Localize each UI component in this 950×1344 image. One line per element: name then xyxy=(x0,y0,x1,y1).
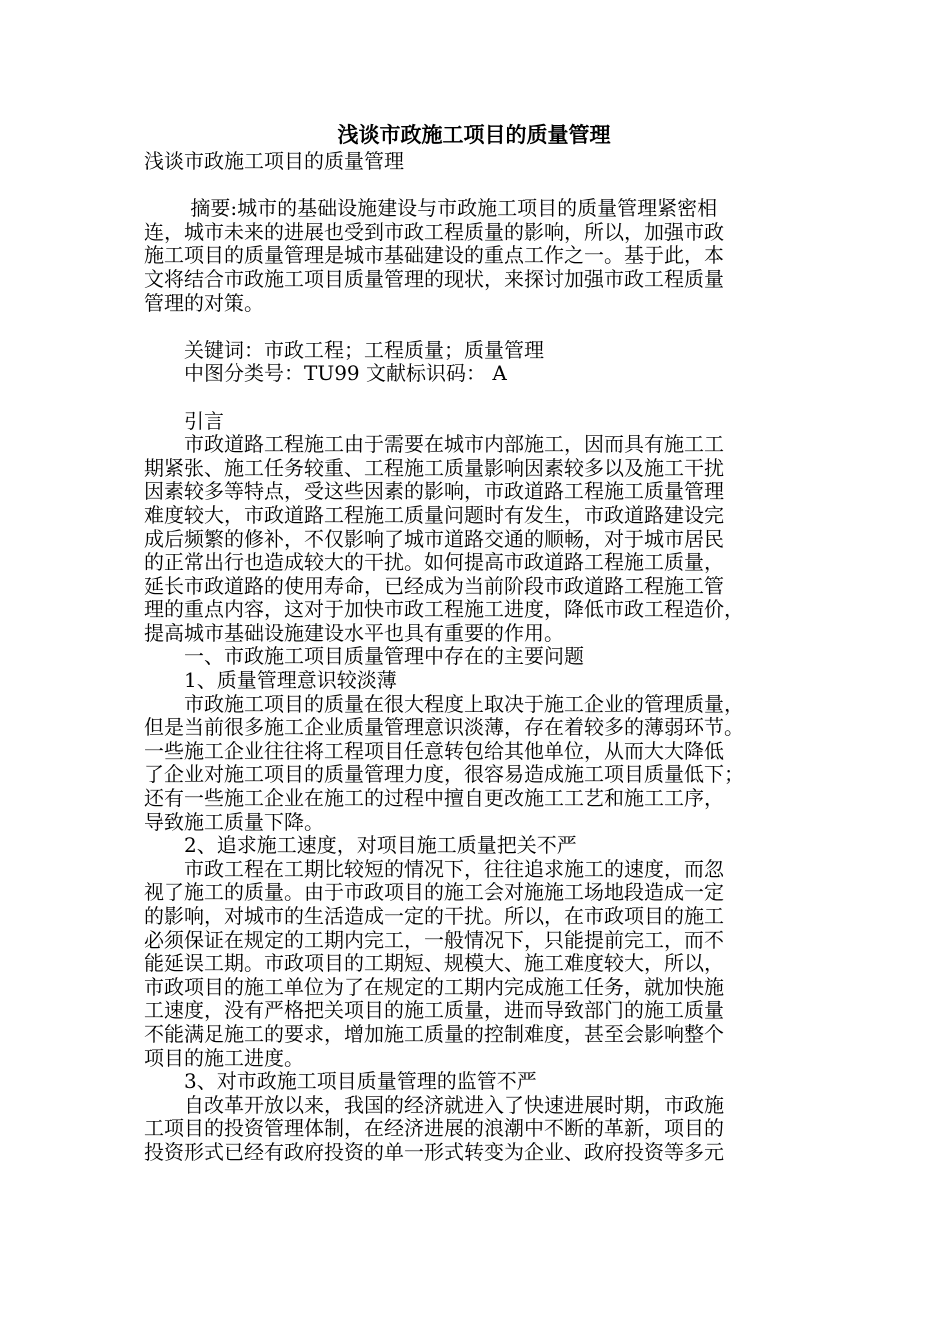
blank-line xyxy=(144,174,804,198)
text-line: 项目的施工进度。 xyxy=(144,1045,304,1070)
text-line: 连，城市未来的进展也受到市政工程质量的影响，所以，加强市政 xyxy=(144,219,724,244)
text-line: 1、质量管理意识较淡薄 xyxy=(144,668,397,693)
text-line: 2、追求施工速度，对项目施工质量把关不严 xyxy=(144,833,577,858)
blank-line xyxy=(144,315,804,339)
document-page xyxy=(144,120,804,1165)
text-line: 自改革开放以来，我国的经济就进入了快速进展时期，市政施 xyxy=(144,1092,724,1117)
text-line: 管理的对策。 xyxy=(144,290,264,315)
document-title: 浅谈市政施工项目的质量管理 xyxy=(337,122,611,147)
text-line: 工项目的投资管理体制，在经济进展的浪潮中不断的革新，项目的 xyxy=(144,1116,724,1141)
text-line: 3、对市政施工项目质量管理的监管不严 xyxy=(144,1069,537,1094)
text-line: 不能满足施工的要求，增加施工质量的控制难度，甚至会影响整个 xyxy=(144,1021,724,1046)
text-line: 一些施工企业往往将工程项目任意转包给其他单位，从而大大降低 xyxy=(144,738,724,763)
text-line: 的影响，对城市的生活造成一定的干扰。所以，在市政项目的施工 xyxy=(144,904,724,928)
text-line: 提高城市基础设施建设水平也具有重要的作用。 xyxy=(144,620,564,645)
text-line: 市政工程在工期比较短的情况下，往往追求施工的速度，而忽 xyxy=(144,856,724,881)
text-line: 必须保证在规定的工期内完工，一般情况下，只能提前完工，而不 xyxy=(144,927,724,952)
text-line: 难度较大，市政道路工程施工质量问题时有发生，市政道路建设完 xyxy=(144,502,724,527)
text-line: 期紧张、施工任务较重、工程施工质量影响因素较多以及施工干扰 xyxy=(144,455,724,480)
text-line: 一、市政施工项目质量管理中存在的主要问题 xyxy=(144,644,584,669)
text-line: 工速度，没有严格把关项目的施工质量，进而导致部门的施工质量 xyxy=(144,998,724,1023)
text-line: 引言 xyxy=(144,408,224,433)
text-line: 投资形式已经有政府投资的单一形式转变为企业、政府投资等多元 xyxy=(144,1139,724,1164)
text-line: 因素较多等特点，受这些因素的影响，市政道路工程施工质量管理 xyxy=(144,479,724,504)
text-line: 市政施工项目的质量在很大程度上取决于施工企业的管理质量， xyxy=(144,691,744,716)
text-line: 摘要:城市的基础设施建设与市政施工项目的质量管理紧密相 xyxy=(144,196,718,221)
text-line: 关键词：市政工程；工程质量；质量管理 xyxy=(144,337,544,362)
text-line: 中图分类号：TU99 文献标识码： A xyxy=(144,361,507,386)
text-line: 理的重点内容，这对于加快市政工程施工进度，降低市政工程造价， xyxy=(144,597,744,622)
blank-line xyxy=(144,386,804,410)
text-line: 但是当前很多施工企业质量管理意识淡薄，存在着较多的薄弱环节。 xyxy=(144,715,744,740)
text-line: 浅谈市政施工项目的质量管理 xyxy=(144,149,404,173)
text-line: 还有一些施工企业在施工的过程中擅自更改施工工艺和施工工序， xyxy=(144,786,724,811)
text-line: 延长市政道路的使用寿命，已经成为当前阶段市政道路工程施工管 xyxy=(144,573,724,598)
text-line: 能延误工期。市政项目的工期短、规模大、施工难度较大，所以， xyxy=(144,951,724,976)
text-line: 成后频繁的修补，不仅影响了城市道路交通的顺畅，对于城市居民 xyxy=(144,526,724,551)
text-line: 导致施工质量下降。 xyxy=(144,809,324,834)
text-line: 视了施工的质量。由于市政项目的施工会对施施工场地段造成一定 xyxy=(144,880,724,905)
text-line: 市政道路工程施工由于需要在城市内部施工，因而具有施工工 xyxy=(144,432,724,457)
text-line: 施工项目的质量管理是城市基础建设的重点工作之一。基于此，本 xyxy=(144,243,724,268)
document-body xyxy=(144,150,804,1165)
text-line: 了企业对施工项目的质量管理力度，很容易造成施工项目质量低下； xyxy=(144,762,744,787)
text-line: 的正常出行也造成较大的干扰。如何提高市政道路工程施工质量， xyxy=(144,550,724,575)
text-line: 文将结合市政施工项目质量管理的现状，来探讨加强市政工程质量 xyxy=(144,266,724,291)
text-line: 市政项目的施工单位为了在规定的工期内完成施工任务，就加快施 xyxy=(144,974,724,999)
